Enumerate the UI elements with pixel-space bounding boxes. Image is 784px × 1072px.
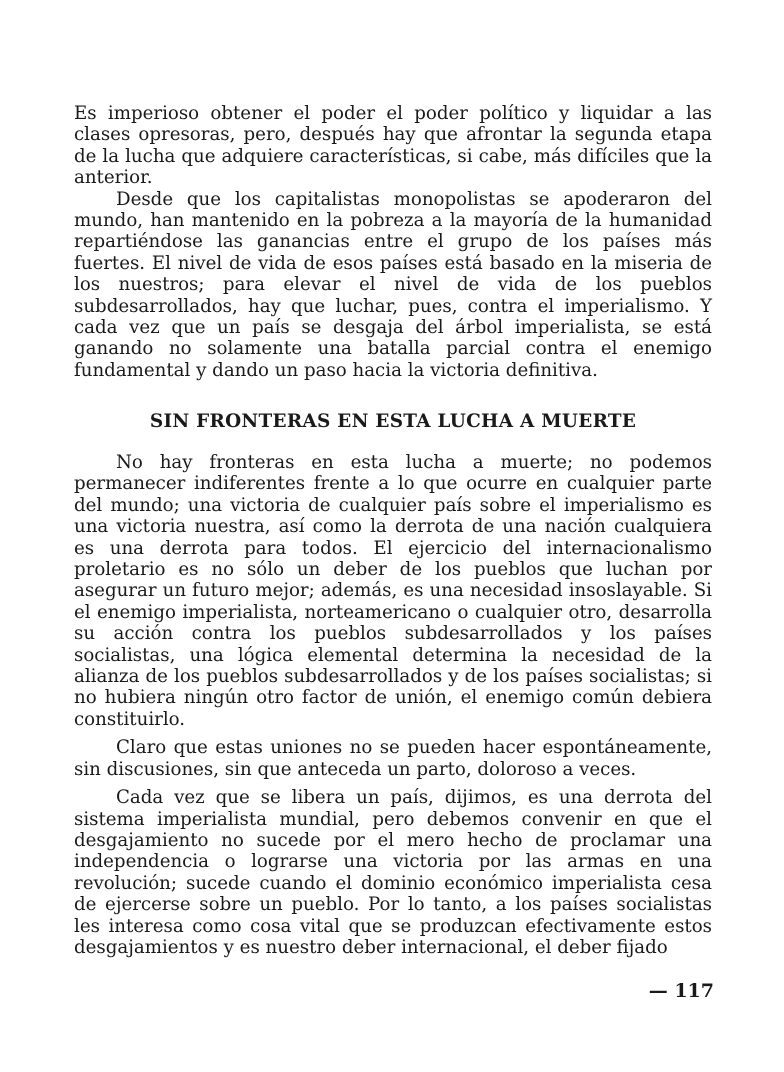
paragraph: Desde que los capitalistas monopolistas se apoderaron del mundo, han mantenido en la pobreza a la mayoría de la humanidad repartiéndose las ganancias entre el grupo de los países más fuertes. El nivel de vida de esos países está basado en la miseria de los nuestros; para elevar el nivel de vida de los pueblos subdesarrollados, hay que luchar, pues, contra el imperialismo. Y cada vez que un país se desgaja del árbol imperialista, se está ganando no solamente una batalla parcial contra el enemigo fundamental y dando un paso hacia la victoria definitiva. bbox=[74, 188, 712, 381]
page-number: — 117 bbox=[648, 980, 714, 1002]
section-heading: SIN FRONTERAS EN ESTA LUCHA A MUERTE bbox=[149, 411, 637, 432]
paragraph: Es imperioso obtener el poder el poder político y liquidar a las clases opresoras, pero, después hay que afrontar la segunda etapa de la lucha que adquiere características, si cabe, más difíciles que la anterior. bbox=[74, 103, 712, 189]
paragraph: No hay fronteras en esta lucha a muerte; no podemos permanecer indiferentes frente a lo que ocurre en cualquier parte del mundo; una victoria de cualquier país sobre el imperialismo es una victoria nuestra, así como la derrota de una nación cualquiera es una derrota para todos. El ejercicio del internacionalismo proletario es no sólo un deber de los pueblos que luchan por asegurar un futuro mejor; además, es una necesidad insoslayable. Si el enemigo imperialista, norteamericano o cualquier otro, desarrolla su acción contra los pueblos subdesarrollados y los países socialistas, una lógica elemental determina la necesidad de la alianza de los pueblos subdesarrollados y de los países socialistas; si no hubiera ningún otro factor de unión, el enemigo común debiera constituirlo. bbox=[74, 452, 712, 730]
paragraph: Cada vez que se libera un país, dijimos, es una derrota del sistema imperialista mundial, pero debemos convenir en que el desgajamiento no sucede por el mero hecho de proclamar una independencia o lograrse una victoria por las armas en una revolución; sucede cuando el dominio económico imperialista cesa de ejercerse sobre un pueblo. Por lo tanto, a los países socialistas les interesa como cosa vital que se produzcan efectivamente estos desgajamientos y es nuestro deber internacional, el deber fijado bbox=[74, 787, 712, 958]
paragraph: Claro que estas uniones no se pueden hacer espontáneamente, sin discusiones, sin que anteceda un parto, doloroso a veces. bbox=[74, 737, 712, 780]
body-text-top bbox=[74, 103, 712, 381]
body-text-bottom bbox=[74, 452, 712, 958]
